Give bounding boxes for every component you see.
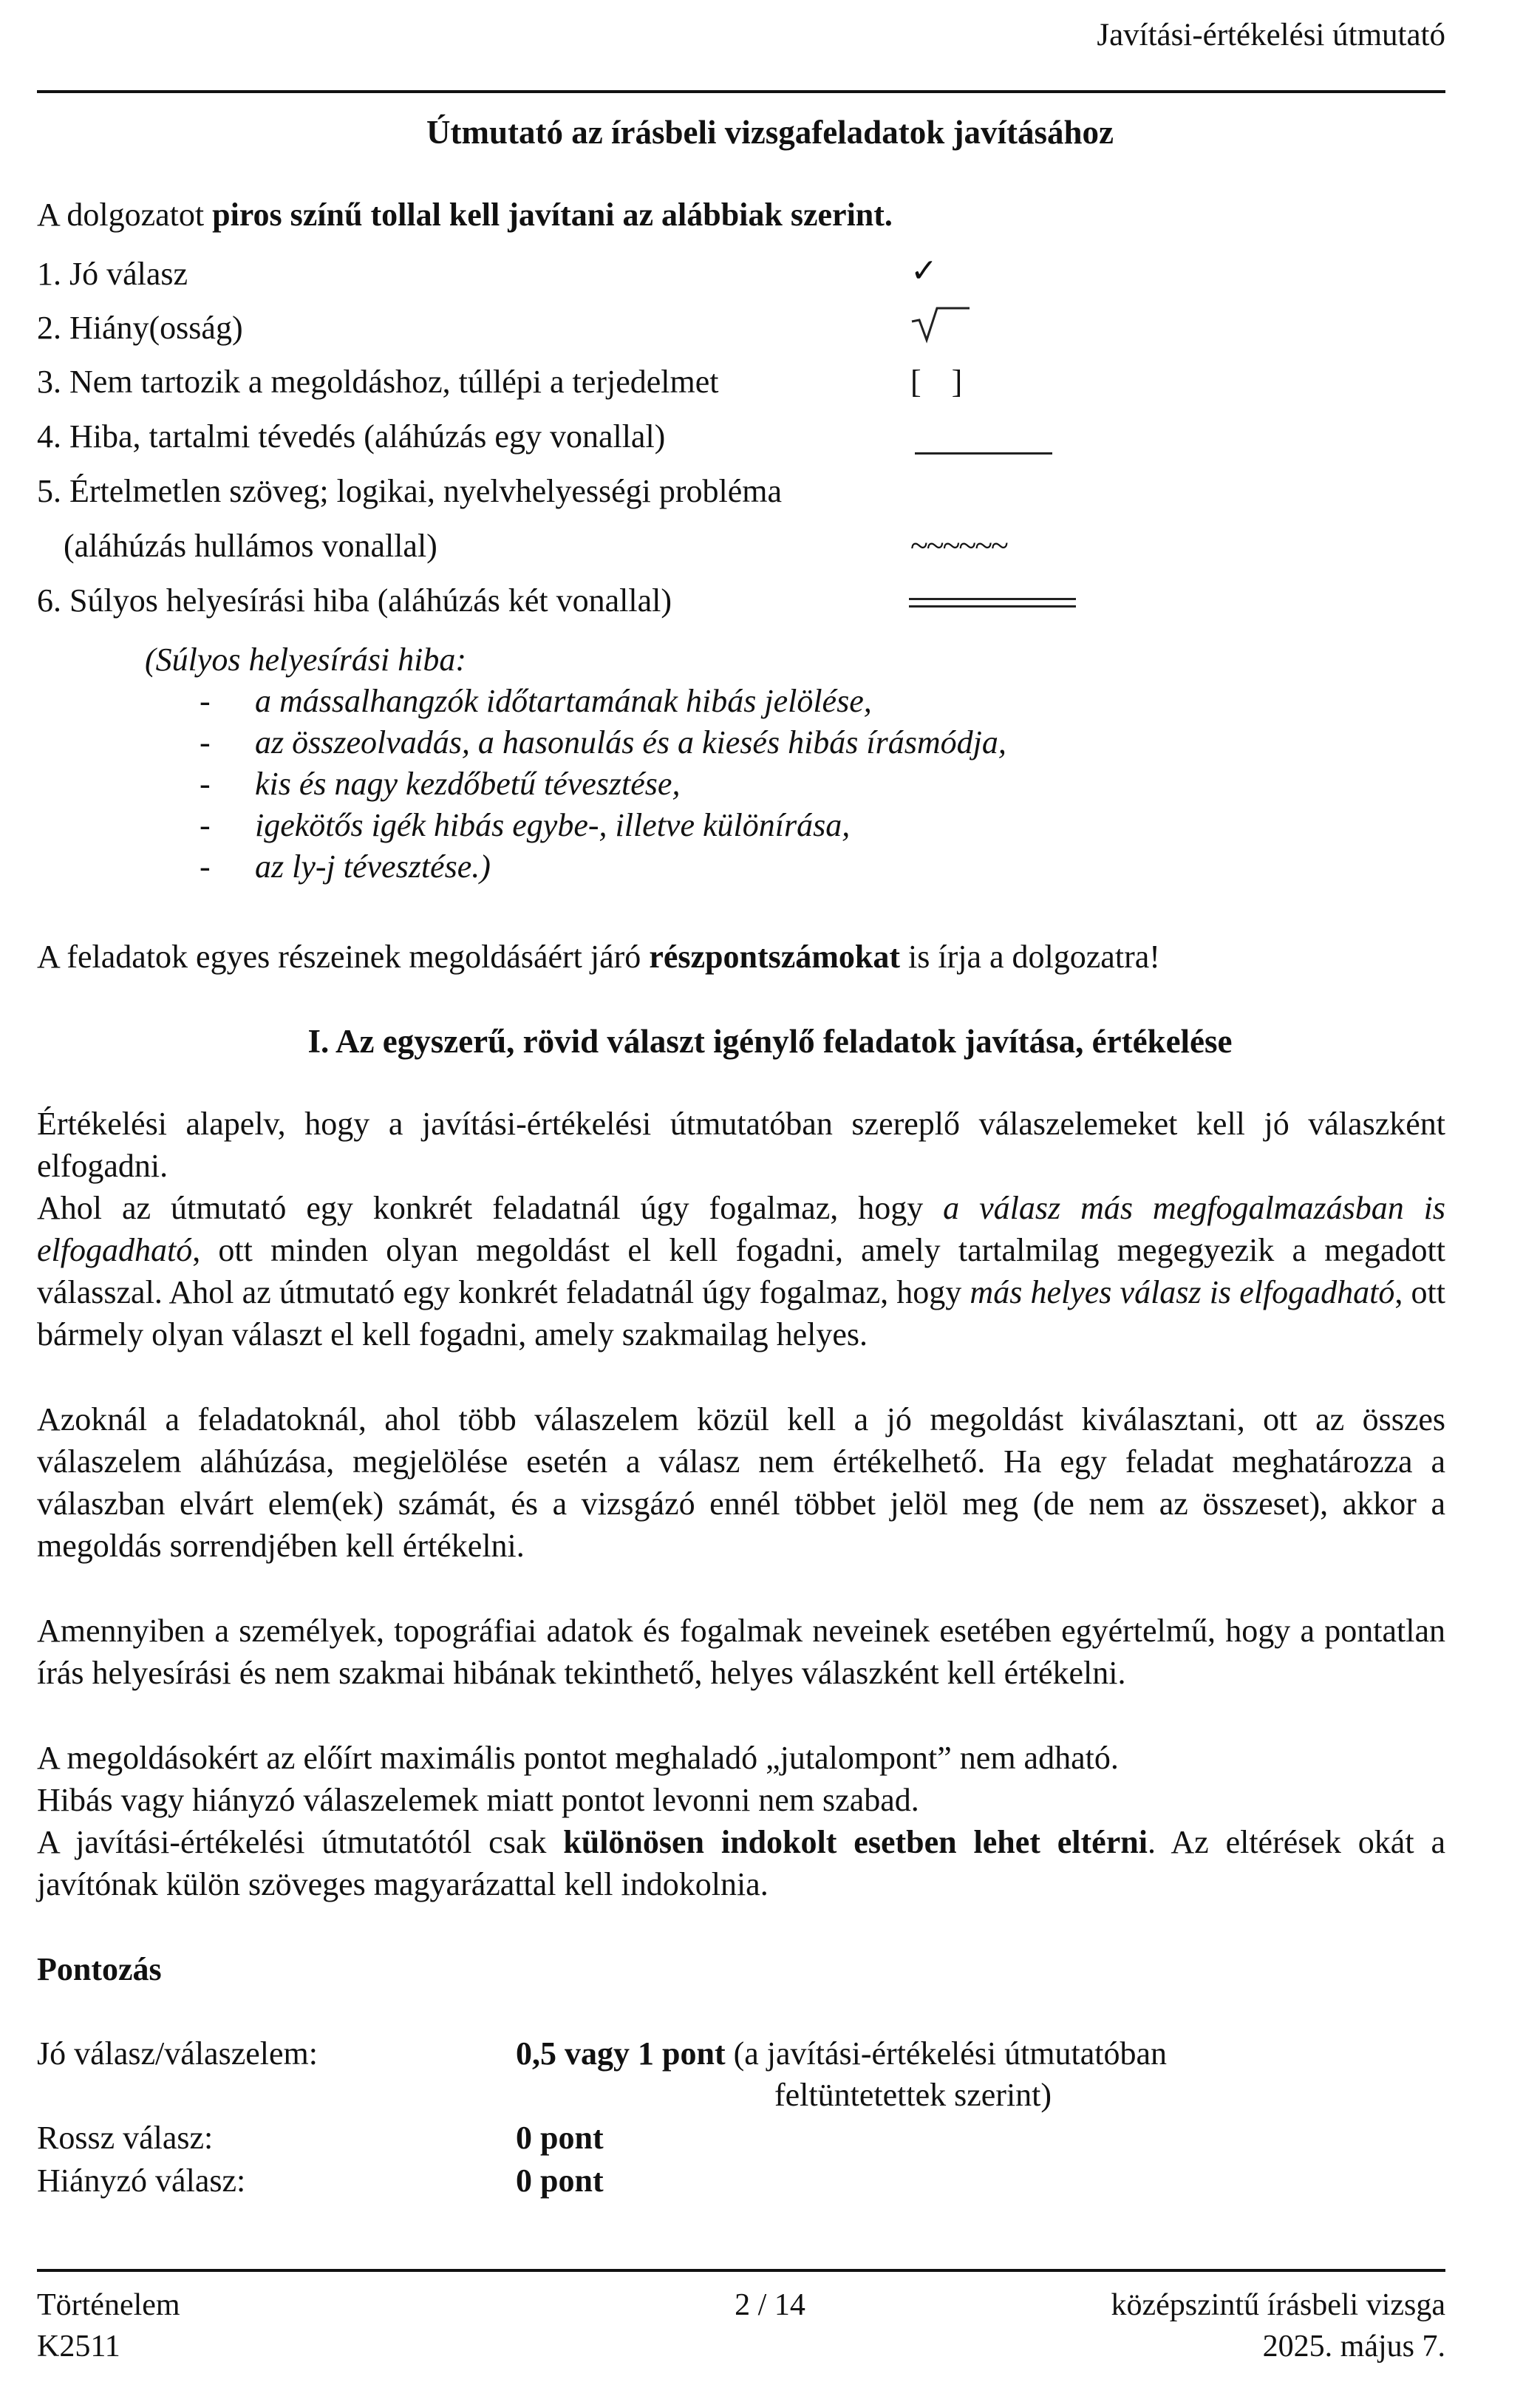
single-underline-icon (915, 452, 1052, 455)
score-label-wrong: Rossz válasz: (37, 2120, 214, 2156)
bullet-dash: - (200, 766, 211, 802)
spelling-item: az összeolvadás, a hasonulás és a kiesés hibás írásmódja, (255, 724, 1006, 760)
mark-label-3: 3. Nem tartozik a megoldáshoz, túllépi a terjedelmet (37, 364, 719, 400)
header-rule (37, 90, 1445, 93)
footer-code: K2511 (37, 2330, 120, 2364)
mark-label-2: 2. Hiány(osság) (37, 310, 243, 346)
score-label-good: Jó válasz/válaszelem: (37, 2035, 318, 2072)
wavy-underline-icon: ~~~~~~ (910, 528, 1007, 564)
partial-points-text: A feladatok egyes részeinek megoldásáért járó részpontszámokat is írja a dolgozatra! (37, 939, 1160, 975)
spelling-item: igekötős igék hibás egybe-, illetve különírása, (255, 807, 851, 843)
footer-level: középszintű írásbeli vizsga (1111, 2288, 1445, 2322)
section-title: I. Az egyszerű, rövid választ igénylő feladatok javítása, értékelése (307, 1023, 1233, 1060)
spelling-item: kis és nagy kezdőbetű tévesztése, (255, 766, 681, 802)
double-underline-icon-bottom (909, 605, 1076, 608)
paragraph-bonus: A megoldásokért az előírt maximális pontot meghaladó „jutalompont” nem adható. (37, 1740, 1119, 1776)
bullet-dash: - (200, 807, 211, 843)
footer-page-number: 2 / 14 (735, 2288, 805, 2322)
spelling-heading: (Súlyos helyesírási hiba: (145, 642, 467, 678)
spelling-item: az ly-j tévesztése.) (255, 848, 491, 885)
paragraph-names: Amennyiben a személyek, topográfiai adatok és fogalmak neveinek esetében egyértelmű, hogy a pontatlan írás helyesírási és nem szakmai hibának tekinthető, helyes válaszként kell értékelni. (37, 1613, 1445, 1691)
bullet-dash: - (200, 848, 211, 885)
score-value-wrong: 0 pont (516, 2120, 604, 2156)
footer-date: 2025. május 7. (1262, 2330, 1445, 2364)
paragraph-selection: Azoknál a feladatoknál, ahol több válaszelem közül kell a jó megoldást kiválasztani, ott az összes válaszelem aláhúzása, megjelölése esetén a válasz nem értékelhető. Ha egy feladat meghatározza a válaszban elvárt elem(ek) számát, és a vizsgázó ennél többet jelöl meg (de nem az összeset), akkor a megoldás sorrendjében kell értékelni. (37, 1401, 1445, 1564)
score-value-missing: 0 pont (516, 2162, 604, 2199)
bullet-dash: - (200, 724, 211, 760)
footer-rule (37, 2269, 1445, 2272)
double-underline-icon-top (909, 598, 1076, 600)
mark-label-5b: (aláhúzás hullámos vonallal) (64, 528, 437, 564)
scoring-title: Pontozás (37, 1951, 162, 1987)
paragraph-deviation: A javítási-értékelési útmutatótól csak különösen indokolt esetben lehet eltérni. Az eltérések okát a javítónak külön szöveges magyarázattal kell indokolnia. (37, 1824, 1445, 1902)
mark-label-4: 4. Hiba, tartalmi tévedés (aláhúzás egy vonallal) (37, 418, 666, 455)
paragraph-deduction: Hibás vagy hiányzó válaszelemek miatt pontot levonni nem szabad. (37, 1782, 919, 1818)
score-label-missing: Hiányzó válasz: (37, 2162, 246, 2199)
paragraph-alternatives: Ahol az útmutató egy konkrét feladatnál úgy fogalmaz, hogy a válasz más megfogalmazásban is elfogadható, ott minden olyan megoldást el kell fogadni, amely tartalmilag megegyezik a megadott válasszal. Ahol az útmutató egy konkrét feladatnál úgy fogalmaz, hogy más helyes válasz is elfogadható, ott bármely olyan választ el kell fogadni, amely szakmailag helyes. (37, 1190, 1446, 1352)
checkmark-icon: ✓ (910, 253, 938, 289)
intro-text: A dolgozatot piros színű tollal kell javítani az alábbiak szerint. (37, 197, 893, 233)
score-value-good: 0,5 vagy 1 pont (a javítási-értékelési útmutatóban (516, 2035, 1168, 2072)
spelling-item: a mássalhangzók időtartamának hibás jelölése, (255, 683, 872, 719)
paragraph-principle: Értékelési alapelv, hogy a javítási-értékelési útmutatóban szereplő válaszelemeket kell jó válaszként elfogadni. (37, 1106, 1445, 1184)
mark-label-6: 6. Súlyos helyesírási hiba (aláhúzás két vonallal) (37, 582, 672, 619)
main-title: Útmutató az írásbeli vizsgafeladatok javításához (426, 114, 1114, 151)
bullet-dash: - (200, 683, 211, 719)
header-title: Javítási-értékelési útmutató (1097, 18, 1445, 52)
bracket-icon: [ ] (910, 364, 963, 400)
footer-subject: Történelem (37, 2288, 180, 2322)
mark-label-1: 1. Jó válasz (37, 256, 188, 292)
radical-icon (910, 299, 970, 344)
mark-label-5: 5. Értelmetlen szöveg; logikai, nyelvhelyességi probléma (37, 473, 783, 509)
score-value-good-note: feltüntetettek szerint) (774, 2077, 1052, 2113)
